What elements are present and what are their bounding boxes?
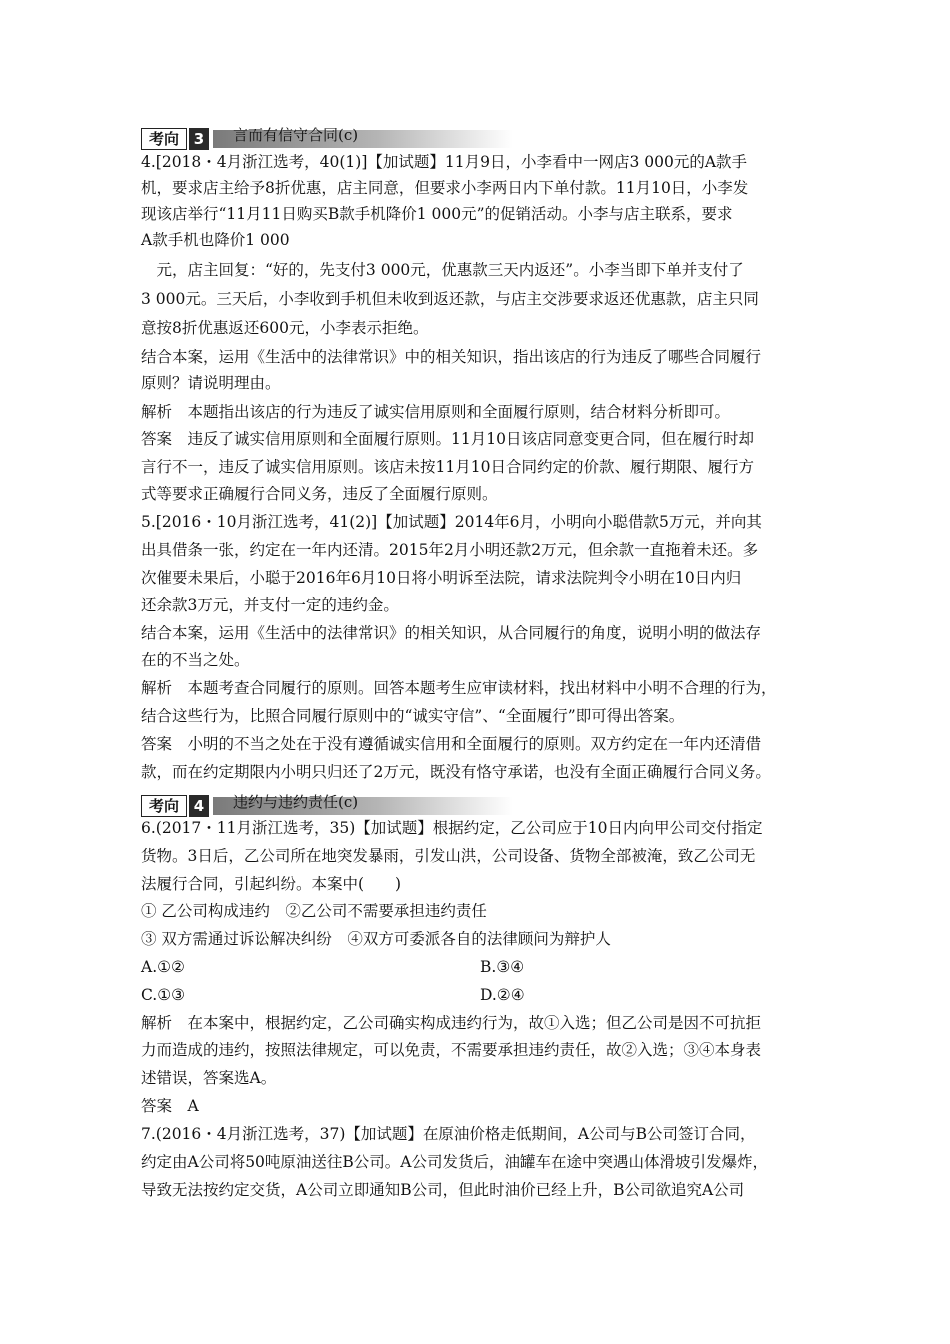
text-line: ① 乙公司构成违约 ②乙公司不需要承担违约责任 <box>141 902 487 920</box>
text-line: 答案 违反了诚实信用原则和全面履行原则。11月10日该店同意变更合同，但在履行时却 <box>141 430 754 448</box>
text-line: 力而造成的违约，按照法律规定，可以免责，不需要承担违约责任，故②入选；③④本身表 <box>141 1041 762 1059</box>
text-line: 现该店举行“11月11日购买B款手机降价1 000元”的促销活动。小李与店主联系，要求 <box>141 205 733 223</box>
section-header-4 <box>141 795 521 817</box>
text-line: 4.[2018・4月浙江选考，40(1)]【加试题】11月9日，小李看中一网店3 000元的A款手 <box>141 153 748 171</box>
text-line: 结合这些行为，比照合同履行原则中的“诚实守信”、“全面履行”即可得出答案。 <box>141 707 685 725</box>
text-line: 约定由A公司将50吨原油送往B公司。A公司发货后，油罐车在途中突遇山体滑坡引发爆炸， <box>141 1153 769 1171</box>
choice-b: B.③④ <box>480 958 525 976</box>
text-line: 出具借条一张，约定在一年内还清。2015年2月小明还款2万元，但余款一直拖着未还。多 <box>141 541 759 559</box>
section-label: 考向 <box>141 795 187 817</box>
text-line: 5.[2016・10月浙江选考，41(2)]【加试题】2014年6月，小明向小聪借款5万元，并向其 <box>141 513 762 531</box>
text-line: 货物。3日后，乙公司所在地突发暴雨，引发山洪，公司设备、货物全部被淹，致乙公司无 <box>141 847 756 865</box>
text-line: 导致无法按约定交货，A公司立即通知B公司，但此时油价已经上升，B公司欲追究A公司 <box>141 1181 745 1199</box>
text-line: 解析 本题考查合同履行的原则。回答本题考生应审读材料，找出材料中小明不合理的行为， <box>141 679 777 697</box>
text-line: 款，而在约定期限内小明只归还了2万元，既没有恪守承诺，也没有全面正确履行合同义务。 <box>141 763 771 781</box>
section-header-3 <box>141 128 521 150</box>
text-line: 言行不一，违反了诚实信用原则。该店未按11月10日合同约定的价款、履行期限、履行方 <box>141 458 754 476</box>
text-line: 在的不当之处。 <box>141 651 250 669</box>
choice-d: D.②④ <box>480 986 525 1004</box>
text-line: 结合本案，运用《生活中的法律常识》中的相关知识，指出该店的行为违反了哪些合同履行 <box>141 348 762 366</box>
section-title: 违约与违约责任(c) <box>233 793 359 811</box>
text-line: 述错误，答案选A。 <box>141 1069 277 1087</box>
text-line: 结合本案，运用《生活中的法律常识》的相关知识，从合同履行的角度，说明小明的做法存 <box>141 624 762 642</box>
text-line: 式等要求正确履行合同义务，违反了全面履行原则。 <box>141 485 498 503</box>
text-line: 次催要未果后，小聪于2016年6月10日将小明诉至法院，请求法院判令小明在10日内归 <box>141 569 742 587</box>
text-line: 答案 小明的不当之处在于没有遵循诚实信用和全面履行的原则。双方约定在一年内还清借 <box>141 735 762 753</box>
section-label: 考向 <box>141 128 187 150</box>
text-line: 3 000元。三天后，小李收到手机但未收到返还款，与店主交涉要求返还优惠款，店主只同 <box>141 290 759 308</box>
text-line: 解析 本题指出该店的行为违反了诚实信用原则和全面履行原则，结合材料分析即可。 <box>141 403 731 421</box>
text-line: 意按8折优惠返还600元，小李表示拒绝。 <box>141 319 429 337</box>
text-line: 7.(2016・4月浙江选考，37)【加试题】在原油价格走低期间，A公司与B公司签订合同， <box>141 1125 756 1143</box>
text-line: 元，店主回复：“好的，先支付3 000元，优惠款三天内返还”。小李当即下单并支付了 <box>141 261 744 279</box>
text-line: 还余款3万元，并支付一定的违约金。 <box>141 596 399 614</box>
text-line: 原则？请说明理由。 <box>141 374 281 392</box>
section-number: 4 <box>189 795 209 817</box>
text-line: 法履行合同，引起纠纷。本案中( ) <box>141 875 402 893</box>
text-line: A款手机也降价1 000 <box>141 231 290 249</box>
text-line: 解析 在本案中，根据约定，乙公司确实构成违约行为，故①入选；但乙公司是因不可抗拒 <box>141 1014 762 1032</box>
section-title: 言而有信守合同(c) <box>233 126 359 144</box>
choice-a: A.①② <box>141 958 185 976</box>
text-line: 答案 A <box>141 1097 199 1115</box>
text-line: 机，要求店主给予8折优惠，店主同意，但要求小李两日内下单付款。11月10日，小李发 <box>141 179 749 197</box>
text-line: ③ 双方需通过诉讼解决纠纷 ④双方可委派各自的法律顾问为辩护人 <box>141 930 611 948</box>
section-number: 3 <box>189 128 209 150</box>
text-line: 6.(2017・11月浙江选考，35)【加试题】根据约定，乙公司应于10日内向甲公司交付指定 <box>141 819 763 837</box>
choice-c: C.①③ <box>141 986 186 1004</box>
